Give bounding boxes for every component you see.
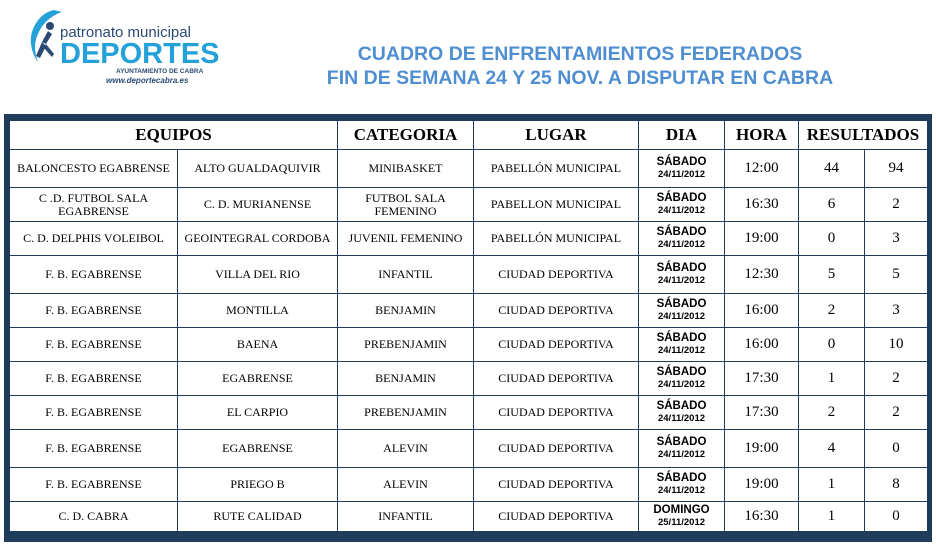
venue-cell: CIUDAD DEPORTIVA xyxy=(474,362,639,396)
venue-cell: CIUDAD DEPORTIVA xyxy=(474,328,639,362)
day-name: SÁBADO xyxy=(656,226,707,238)
team-local-cell: F. B. EGABRENSE xyxy=(10,294,178,328)
team-visitor-cell: PRIEGO B xyxy=(178,468,338,502)
team-local-cell: BALONCESTO EGABRENSE xyxy=(10,150,178,188)
venue-cell: PABELLON MUNICIPAL xyxy=(474,188,639,222)
match-date: 24/11/2012 xyxy=(657,169,706,180)
match-date: 24/11/2012 xyxy=(657,275,706,286)
category-cell: MINIBASKET xyxy=(338,150,474,188)
day-cell xyxy=(639,502,725,532)
logo-top-text: patronato municipal xyxy=(60,24,191,41)
score-away-cell: 2 xyxy=(865,396,928,430)
table-row xyxy=(10,362,928,396)
score-away-cell: 2 xyxy=(865,362,928,396)
title-line-2: FIN DE SEMANA 24 Y 25 NOV. A DISPUTAR EN CABRA xyxy=(326,67,834,89)
team-local-cell: F. B. EGABRENSE xyxy=(10,256,178,294)
category-cell: BENJAMIN xyxy=(338,294,474,328)
day-name: SÁBADO xyxy=(656,366,707,378)
table-row xyxy=(10,502,928,532)
team-visitor-cell: VILLA DEL RIO xyxy=(178,256,338,294)
table-row xyxy=(10,430,928,468)
day-name: DOMINGO xyxy=(653,504,710,516)
time-cell: 16:30 xyxy=(725,502,799,532)
venue-cell: CIUDAD DEPORTIVA xyxy=(474,396,639,430)
table-row xyxy=(10,396,928,430)
score-away-cell: 2 xyxy=(865,188,928,222)
header-equipos: EQUIPOS xyxy=(10,121,338,150)
category-cell: JUVENIL FEMENINO xyxy=(338,222,474,256)
day-name: SÁBADO xyxy=(656,332,707,344)
venue-cell: CIUDAD DEPORTIVA xyxy=(474,502,639,532)
day-cell xyxy=(639,396,725,430)
day-name: SÁBADO xyxy=(656,436,707,448)
schedule-frame xyxy=(4,114,932,542)
day-cell xyxy=(639,150,725,188)
team-visitor-cell: MONTILLA xyxy=(178,294,338,328)
score-home-cell: 44 xyxy=(799,150,865,188)
match-date: 24/11/2012 xyxy=(657,413,706,424)
table-row xyxy=(10,256,928,294)
time-cell: 17:30 xyxy=(725,362,799,396)
team-local-cell: C .D. FUTBOL SALA EGABRENSE xyxy=(10,188,178,222)
team-local-cell: F. B. EGABRENSE xyxy=(10,362,178,396)
header-resultados: RESULTADOS xyxy=(799,121,928,150)
time-cell: 12:30 xyxy=(725,256,799,294)
match-date: 24/11/2012 xyxy=(657,485,706,496)
venue-cell: PABELLÓN MUNICIPAL xyxy=(474,222,639,256)
match-date: 24/11/2012 xyxy=(657,311,706,322)
day-cell xyxy=(639,328,725,362)
time-cell: 12:00 xyxy=(725,150,799,188)
schedule-table xyxy=(9,120,928,532)
team-local-cell: F. B. EGABRENSE xyxy=(10,396,178,430)
logo-url: www.deportecabra.es xyxy=(106,76,189,85)
category-cell: INFANTIL xyxy=(338,256,474,294)
category-cell: PREBENJAMIN xyxy=(338,396,474,430)
score-home-cell: 6 xyxy=(799,188,865,222)
day-name: SÁBADO xyxy=(656,192,707,204)
time-cell: 19:00 xyxy=(725,468,799,502)
team-visitor-cell: EL CARPIO xyxy=(178,396,338,430)
day-cell xyxy=(639,468,725,502)
table-row xyxy=(10,150,928,188)
match-date: 24/11/2012 xyxy=(657,205,706,216)
match-date: 24/11/2012 xyxy=(657,239,706,250)
team-local-cell: F. B. EGABRENSE xyxy=(10,430,178,468)
score-away-cell: 8 xyxy=(865,468,928,502)
category-cell: FUTBOL SALA FEMENINO xyxy=(338,188,474,222)
score-away-cell: 3 xyxy=(865,222,928,256)
team-local-cell: C. D. CABRA xyxy=(10,502,178,532)
score-home-cell: 1 xyxy=(799,468,865,502)
venue-cell: CIUDAD DEPORTIVA xyxy=(474,468,639,502)
day-cell xyxy=(639,294,725,328)
page-title xyxy=(230,42,930,90)
match-date: 25/11/2012 xyxy=(657,517,706,528)
table-row xyxy=(10,222,928,256)
day-name: SÁBADO xyxy=(656,156,707,168)
day-cell xyxy=(639,256,725,294)
table-row xyxy=(10,188,928,222)
header-lugar: LUGAR xyxy=(474,121,639,150)
title-line-1: CUADRO DE ENFRENTAMIENTOS FEDERADOS xyxy=(357,43,803,65)
score-home-cell: 1 xyxy=(799,502,865,532)
category-cell: BENJAMIN xyxy=(338,362,474,396)
team-visitor-cell: C. D. MURIANENSE xyxy=(178,188,338,222)
team-visitor-cell: GEOINTEGRAL CORDOBA xyxy=(178,222,338,256)
day-cell xyxy=(639,222,725,256)
team-visitor-cell: EGABRENSE xyxy=(178,362,338,396)
day-name: SÁBADO xyxy=(656,472,707,484)
venue-cell: CIUDAD DEPORTIVA xyxy=(474,294,639,328)
deportes-logo xyxy=(24,4,224,88)
team-visitor-cell: ALTO GUALDAQUIVIR xyxy=(178,150,338,188)
table-header-row xyxy=(10,121,928,150)
match-date: 24/11/2012 xyxy=(657,345,706,356)
score-home-cell: 0 xyxy=(799,328,865,362)
score-home-cell: 1 xyxy=(799,362,865,396)
time-cell: 16:00 xyxy=(725,294,799,328)
match-date: 24/11/2012 xyxy=(657,379,706,390)
header-categoria: CATEGORIA xyxy=(338,121,474,150)
category-cell: ALEVIN xyxy=(338,430,474,468)
logo-main-text: DEPORTES xyxy=(60,38,220,70)
day-name: SÁBADO xyxy=(656,262,707,274)
score-away-cell: 3 xyxy=(865,294,928,328)
score-home-cell: 0 xyxy=(799,222,865,256)
score-home-cell: 2 xyxy=(799,294,865,328)
match-date: 24/11/2012 xyxy=(657,449,706,460)
table-row xyxy=(10,294,928,328)
time-cell: 16:00 xyxy=(725,328,799,362)
score-away-cell: 94 xyxy=(865,150,928,188)
category-cell: ALEVIN xyxy=(338,468,474,502)
time-cell: 19:00 xyxy=(725,430,799,468)
score-away-cell: 0 xyxy=(865,502,928,532)
day-cell xyxy=(639,430,725,468)
time-cell: 16:30 xyxy=(725,188,799,222)
team-visitor-cell: BAENA xyxy=(178,328,338,362)
score-away-cell: 5 xyxy=(865,256,928,294)
venue-cell: PABELLÓN MUNICIPAL xyxy=(474,150,639,188)
header-dia: DIA xyxy=(639,121,725,150)
team-visitor-cell: RUTE CALIDAD xyxy=(178,502,338,532)
venue-cell: CIUDAD DEPORTIVA xyxy=(474,256,639,294)
score-home-cell: 2 xyxy=(799,396,865,430)
logo-sub-text: AYUNTAMIENTO DE CABRA xyxy=(116,68,204,75)
day-cell xyxy=(639,188,725,222)
day-cell xyxy=(639,362,725,396)
team-visitor-cell: EGABRENSE xyxy=(178,430,338,468)
team-local-cell: F. B. EGABRENSE xyxy=(10,328,178,362)
team-local-cell: F. B. EGABRENSE xyxy=(10,468,178,502)
category-cell: PREBENJAMIN xyxy=(338,328,474,362)
time-cell: 17:30 xyxy=(725,396,799,430)
score-home-cell: 5 xyxy=(799,256,865,294)
score-away-cell: 10 xyxy=(865,328,928,362)
team-local-cell: C. D. DELPHIS VOLEIBOL xyxy=(10,222,178,256)
venue-cell: CIUDAD DEPORTIVA xyxy=(474,430,639,468)
header-hora: HORA xyxy=(725,121,799,150)
day-name: SÁBADO xyxy=(656,298,707,310)
day-name: SÁBADO xyxy=(656,400,707,412)
table-row xyxy=(10,328,928,362)
score-away-cell: 0 xyxy=(865,430,928,468)
score-home-cell: 4 xyxy=(799,430,865,468)
time-cell: 19:00 xyxy=(725,222,799,256)
table-row xyxy=(10,468,928,502)
category-cell: INFANTIL xyxy=(338,502,474,532)
